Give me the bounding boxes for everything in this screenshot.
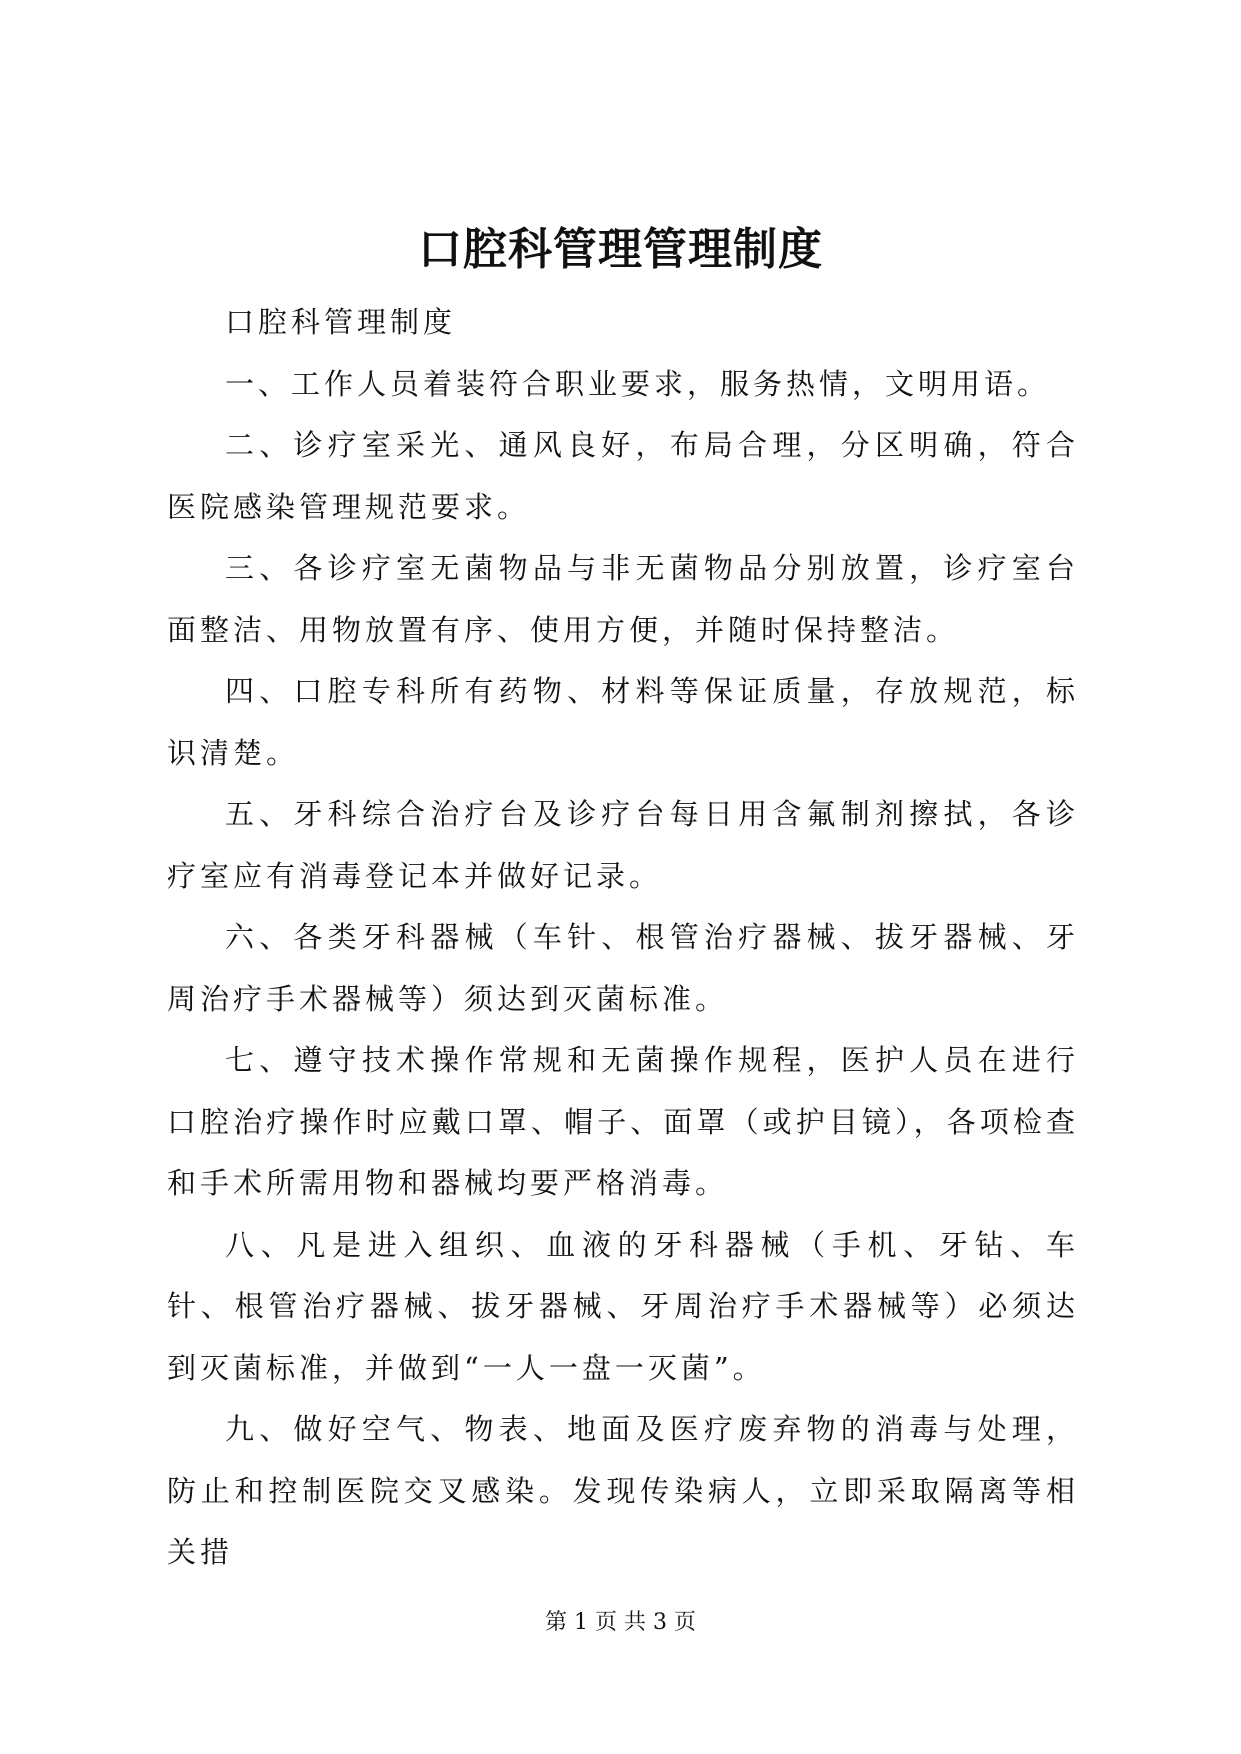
paragraph-7: 七、遵守技术操作常规和无菌操作规程，医护人员在进行口腔治疗操作时应戴口罩、帽子、面罩（或护目镜），各项检查和手术所需用物和器械均要严格消毒。 [167, 1043, 1079, 1200]
paragraph-9: 九、做好空气、物表、地面及医疗废弃物的消毒与处理，防止和控制医院交叉感染。发现传染病人，立即采取隔离等相关措 [167, 1412, 1079, 1569]
document-title: 口腔科管理管理制度 [418, 224, 823, 275]
paragraph-3: 三、各诊疗室无菌物品与非无菌物品分别放置，诊疗室台面整洁、用物放置有序、使用方便，并随时保持整洁。 [167, 551, 1079, 647]
paragraph-2: 二、诊疗室采光、通风良好，布局合理，分区明确，符合医院感染管理规范要求。 [167, 428, 1079, 524]
paragraph-4: 四、口腔专科所有药物、材料等保证质量，存放规范，标识清楚。 [167, 674, 1079, 770]
document-body [167, 292, 1079, 1584]
paragraph-5: 五、牙科综合治疗台及诊疗台每日用含氟制剂擦拭，各诊疗室应有消毒登记本并做好记录。 [167, 797, 1079, 893]
paragraph-6: 六、各类牙科器械（车针、根管治疗器械、拔牙器械、牙周治疗手术器械等）须达到灭菌标准。 [167, 920, 1079, 1016]
paragraph-1: 一、工作人员着装符合职业要求，服务热情，文明用语。 [225, 366, 1051, 401]
paragraph-subtitle: 口腔科管理制度 [225, 305, 457, 339]
paragraph-8: 八、凡是进入组织、血液的牙科器械（手机、牙钻、车针、根管治疗器械、拔牙器械、牙周治疗手术器械等）必须达到灭菌标准，并做到“一人一盘一灭菌”。 [167, 1227, 1079, 1385]
page-footer: 第 1 页 共 3 页 [545, 1610, 696, 1635]
